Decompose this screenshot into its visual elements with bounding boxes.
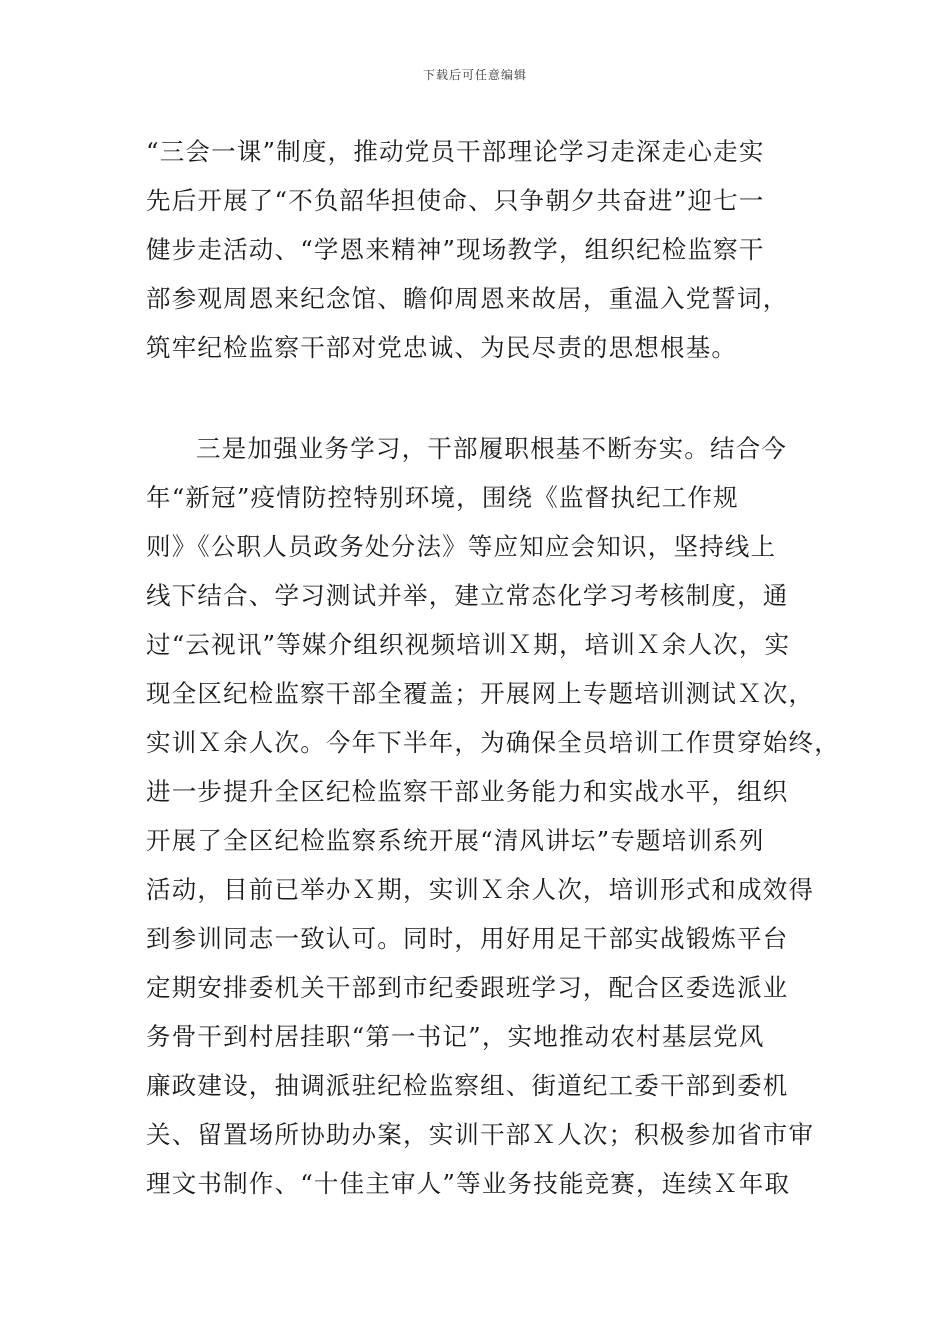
text-line: 理文书制作、“十佳主审人”等业务技能竞赛，连续Ｘ年取	[146, 1169, 791, 1198]
paragraph-business-study	[146, 424, 840, 1208]
text-line: 部参观周恩来纪念馆、瞻仰周恩来故居，重温入党誓词，	[146, 284, 789, 313]
text-line: 关、留置场所协助办案，实训干部Ｘ人次；积极参加省市审	[146, 1120, 815, 1149]
text-line: 到参训同志一致认可。同时，用好用足干部实战锻炼平台	[146, 924, 789, 953]
text-line: 线下结合、学习测试并举，建立常态化学习考核制度，通	[146, 581, 789, 610]
text-line: 定期安排委机关干部到市纪委跟班学习，配合区委选派业	[146, 973, 789, 1002]
text-line: 开展了全区纪检监察系统开展“清风讲坛”专题培训系列	[146, 826, 765, 855]
text-line: 活动，目前已举办Ｘ期，实训Ｘ余人次，培训形式和成效得	[146, 875, 815, 904]
text-line: 廉政建设，抽调派驻纪检监察组、街道纪工委干部到委机	[146, 1071, 789, 1100]
text-line-first: 三是加强业务学习，干部履职根基不断夯实。结合今	[196, 434, 788, 463]
text-line: 健步走活动、“学恩来精神”现场教学，组织纪检监察干	[146, 235, 765, 264]
text-line: 务骨干到村居挂职“第一书记”，实地推动农村基层党风	[146, 1022, 765, 1051]
text-line: 先后开展了“不负韶华担使命、只争朝夕共奋进”迎七一	[146, 186, 765, 215]
text-line: 过“云视讯”等媒介组织视频培训Ｘ期，培训Ｘ余人次，实	[146, 630, 791, 659]
text-line: 进一步提升全区纪检监察干部业务能力和实战水平，组织	[146, 777, 789, 806]
text-line: 现全区纪检监察干部全覆盖；开展网上专题培训测试Ｘ次，	[146, 679, 815, 708]
text-line: 实训Ｘ余人次。今年下半年，为确保全员培训工作贯穿始终，	[146, 728, 840, 757]
text-line: “三会一课”制度，推动党员干部理论学习走深走心走实	[146, 137, 765, 166]
text-line: 年“新冠”疫情防控特别环境，围绕《监督执纪工作规	[146, 483, 739, 512]
header-note: 下载后可任意编辑	[422, 68, 527, 82]
text-line: 则》《公职人员政务处分法》等应知应会知识，坚持线上	[146, 532, 777, 561]
text-line: 筑牢纪检监察干部对党忠诚、为民尽责的思想根基。	[146, 333, 738, 362]
paragraph-continued	[146, 127, 836, 372]
